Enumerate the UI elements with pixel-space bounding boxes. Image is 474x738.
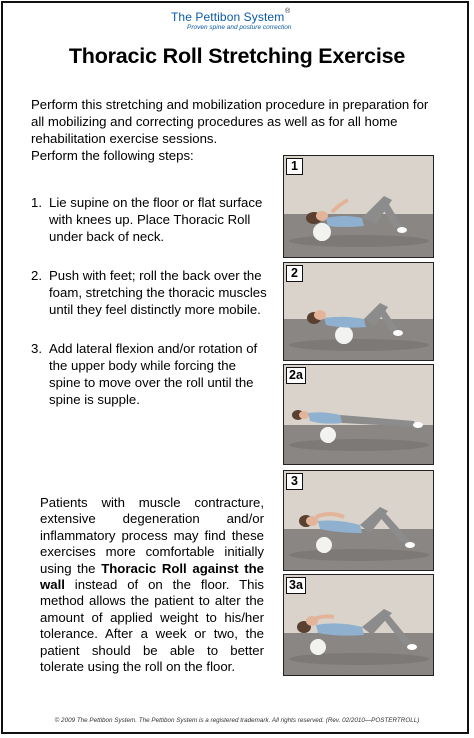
logo-name: The Pettibon System (171, 10, 285, 24)
step-line: foam, stretching the thoracic muscles (49, 285, 267, 300)
step-line: spine to move over the roll until the (49, 375, 254, 390)
photo-label: 1 (286, 158, 303, 175)
photo-label: 2 (286, 265, 303, 282)
intro-line: Perform this stretching and mobilization procedure in preparation for (31, 97, 429, 112)
step-line: with knees up. Place Thoracic Roll (49, 212, 251, 227)
step-number: 2. (31, 268, 42, 283)
exercise-photo-3a (283, 574, 434, 676)
step-line: under back of neck. (49, 229, 165, 244)
note-text: Patients with muscle contracture, extensive degeneration and/or inflammatory process may find these exercises more comfortable initially using the (40, 495, 264, 576)
note-emphasis: Thoracic Roll against the wall (40, 560, 264, 593)
photo-illustration (284, 575, 434, 676)
photo-label: 3a (286, 577, 306, 594)
step-line: the upper body while forcing the (49, 358, 236, 373)
copyright-footer: © 2009 The Pettibon System. The Pettibon System is a registered trademark. All rights reserved. (Rev. 02/2010—POSTERTROLL) (54, 717, 420, 724)
intro-line: rehabilitation exercise sessions. (31, 131, 218, 146)
step-line: spine is supple. (49, 392, 140, 407)
step-number: 1. (31, 195, 42, 210)
photo-illustration (284, 263, 434, 361)
photo-illustration (284, 156, 434, 258)
steps-heading: Perform the following steps: (31, 148, 194, 163)
photo-label: 2a (286, 367, 306, 384)
photo-label: 3 (286, 473, 303, 490)
intro-paragraph (31, 96, 447, 147)
photo-illustration (284, 471, 434, 571)
page-title: Thoracic Roll Stretching Exercise (68, 44, 406, 68)
exercise-photo-2a (283, 364, 434, 465)
wall-variation-note (40, 495, 264, 675)
exercise-photo-3 (283, 470, 434, 571)
logo-tagline: Proven spine and posture correction (187, 24, 292, 31)
exercise-photo-2 (283, 262, 434, 361)
exercise-photo-1 (283, 155, 434, 258)
step-line: until they feel distinctly more mobile. (49, 302, 261, 317)
step-number: 3. (31, 341, 42, 356)
step-line: Push with feet; roll the back over the (49, 268, 262, 283)
step-line: Add lateral flexion and/or rotation of (49, 341, 258, 356)
photo-illustration (284, 365, 434, 465)
logo-registered-mark: ® (285, 8, 291, 15)
pettibon-logo (171, 10, 311, 31)
step-line: Lie supine on the floor or flat surface (49, 195, 263, 210)
note-text: instead of on the floor. This method allows the patient to alter the amount of applied weight to his/her tolerance. After a week or two, the patient should be able to better tolerate using the roll on the floor. (40, 577, 264, 675)
intro-line: all mobilizing and correcting procedures as well as for all home (31, 114, 398, 129)
